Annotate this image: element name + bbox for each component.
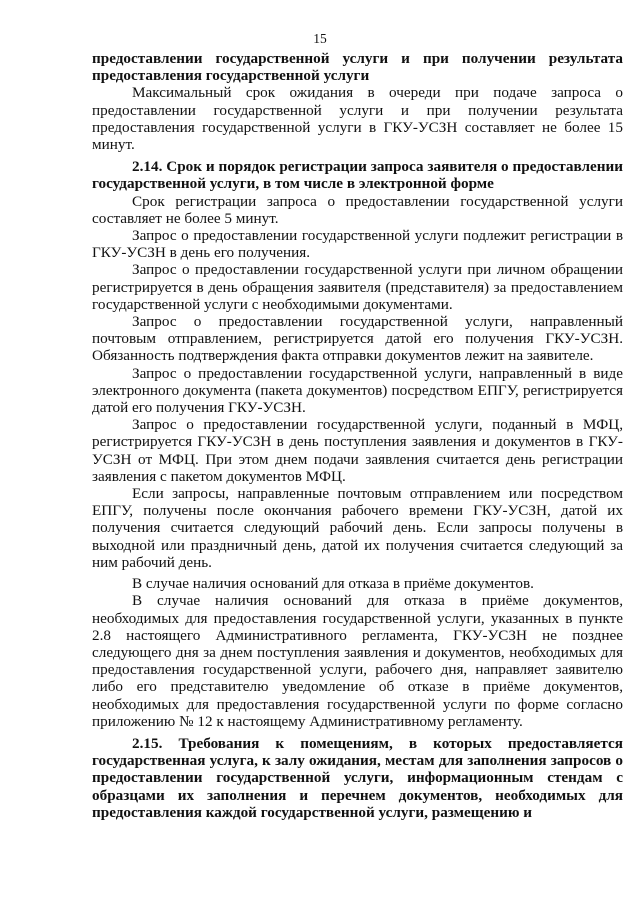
heading-continuation: предоставлении государственной услуги и при получении результата предоставления государственной услуги <box>92 50 623 85</box>
page-number: 15 <box>313 31 327 46</box>
paragraph-mfc-request: Запрос о предоставлении государственной услуги, поданный в МФЦ, регистрируется ГКУ-УСЗН в день поступления заявления и документов в ГКУ-УСЗН от МФЦ. При этом днем подачи заявления считается день регистрации заявления с пакетом документов МФЦ. <box>92 416 623 485</box>
section-heading-2-15: 2.15. Требования к помещениям, в которых предоставляется государственная услуга, к залу ожидания, местам для заполнения запросов о предоставлении государственной услуги, информационным стендам с образцами их заполнения и перечнем документов, необходимых для предоставления каждой государственной услуги, размещению и <box>92 734 623 821</box>
section-heading-2-14: 2.14. Срок и порядок регистрации запроса заявителя о предоставлении государственной услуги, в том числе в электронной форме <box>92 158 623 193</box>
paragraph-queue-time: Максимальный срок ожидания в очереди при подаче запроса о предоставлении государственной услуги и при получении результата предоставления государственной услуги в ГКУ-УСЗН составляет не более 15 минут. <box>92 84 623 154</box>
paragraph-registration-term: Срок регистрации запроса о предоставлении государственной услуги составляет не более 5 минут. <box>92 192 623 227</box>
paragraph-registration-day: Запрос о предоставлении государственной услуги подлежит регистрации в ГКУ-УСЗН в день его получения. <box>92 227 623 262</box>
paragraph-after-hours: Если запросы, направленные почтовым отправлением или посредством ЕПГУ, получены после окончания рабочего времени ГКУ-УСЗН, датой их получения считается следующий рабочий день. Если запросы получены в выходной или праздничный день, датой их получения считается следующий за ним рабочий день. <box>92 485 623 571</box>
paragraph-refusal-grounds: В случае наличия оснований для отказа в приёме документов. <box>132 575 534 593</box>
paragraph-refusal-notice: В случае наличия оснований для отказа в приёме документов, необходимых для предоставления государственной услуги, указанных в пункте 2.8 настоящего Административного регламента, ГКУ-УСЗН не позднее следующего дня за днем поступления заявления и документов, необходимых для предоставления государственной услуги, рабочего дня, направляет заявителю либо его представителю уведомление об отказе в приёме документов, необходимых для предоставления государственной услуги по форме согласно приложению № 12 к настоящему Административному регламенту. <box>92 592 623 730</box>
paragraph-electronic-request: Запрос о предоставлении государственной услуги, направленный в виде электронного документа (пакета документов) посредством ЕПГУ, регистрируется датой его получения ГКУ-УСЗН. <box>92 364 623 417</box>
paragraph-postal-request: Запрос о предоставлении государственной услуги, направленный почтовым отправлением, регистрируется датой его получения ГКУ-УСЗН. Обязанность подтверждения факта отправки документов лежит на заявителе. <box>92 313 623 365</box>
document-body <box>92 50 623 821</box>
paragraph-personal-request: Запрос о предоставлении государственной услуги при личном обращении регистрируется в день обращения заявителя (представителя) за предоставлением государственной услуги с необходимыми документами. <box>92 261 623 313</box>
